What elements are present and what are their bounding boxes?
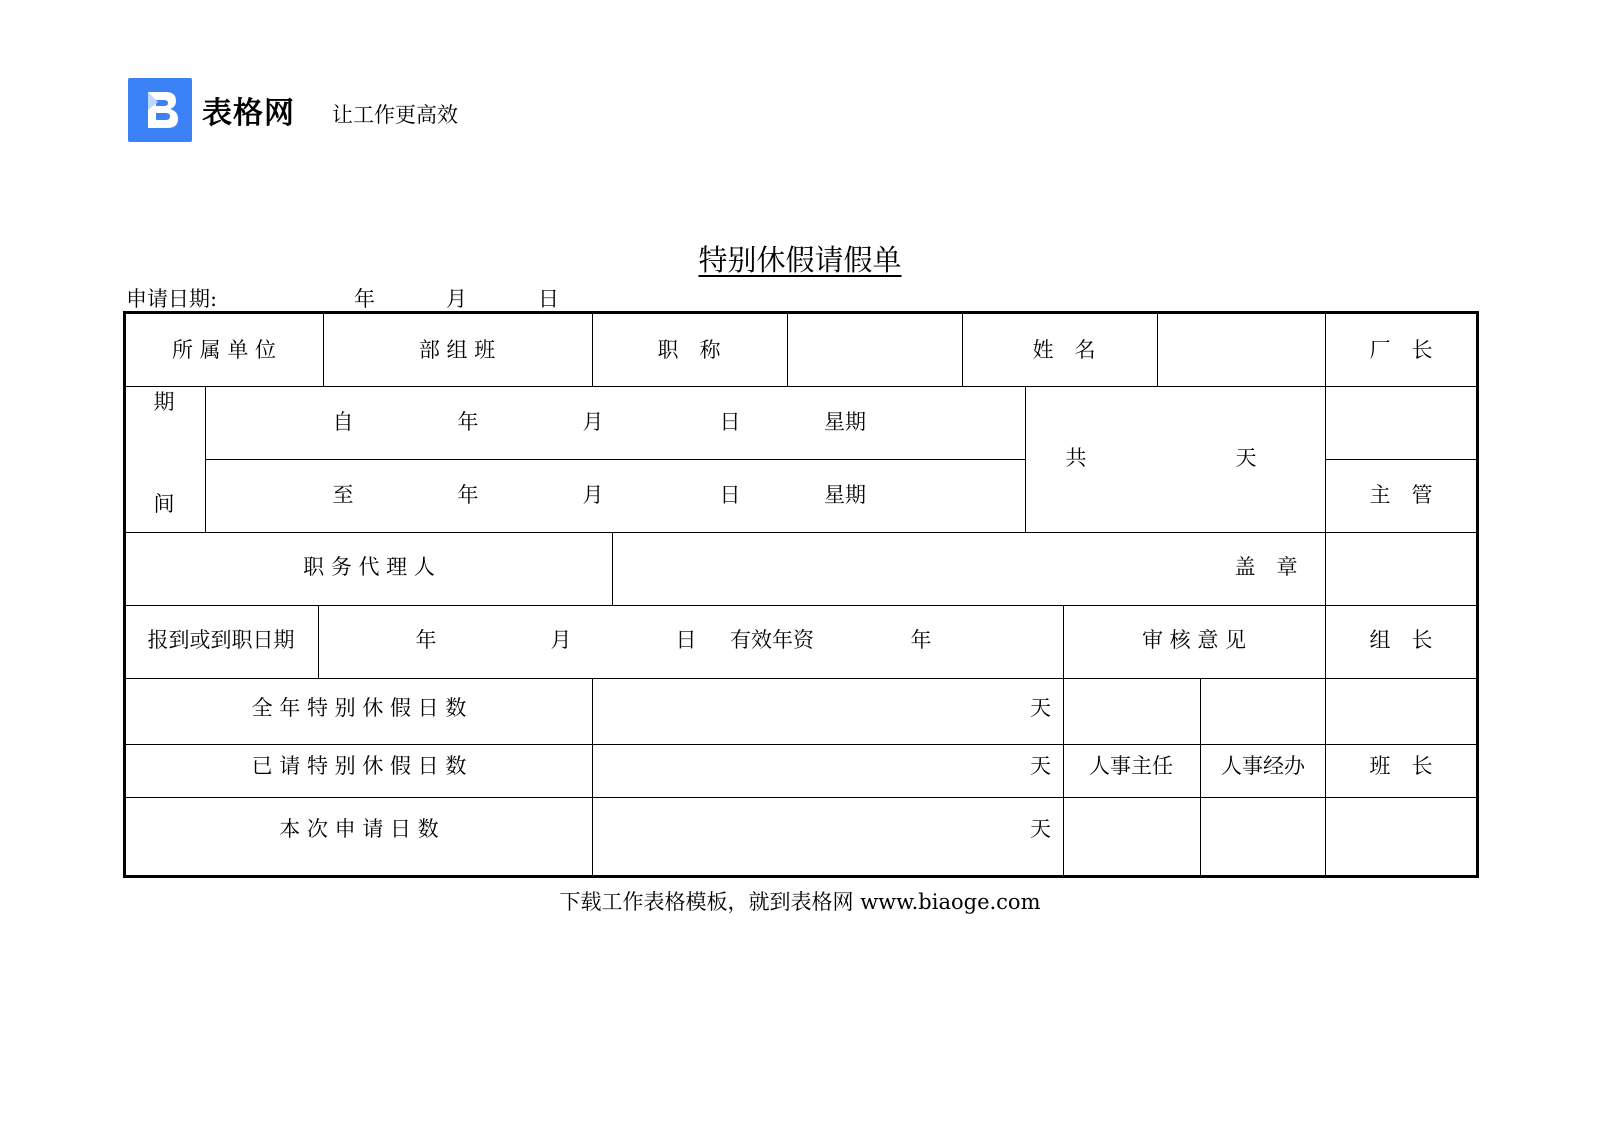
label-dept: 部 组 班 xyxy=(418,338,496,362)
leave-form-table xyxy=(123,311,1479,878)
application-date-month: 月 xyxy=(446,287,467,311)
period-from-day: 日 xyxy=(719,410,741,434)
period-from-prefix: 自 xyxy=(332,410,354,434)
label-seniority: 有效年资 xyxy=(730,628,814,652)
row-line-2 xyxy=(126,532,1476,533)
period-to-day: 日 xyxy=(719,483,741,507)
label-used-days: 已 请 特 别 休 假 日 数 xyxy=(251,754,467,778)
row-line-5 xyxy=(126,744,1476,745)
period-total-suffix: 天 xyxy=(1235,446,1257,470)
footer-text: 下载工作表格模板，就到表格网 www.biaoge.com xyxy=(559,890,1041,914)
label-job-title: 职 称 xyxy=(657,338,721,362)
label-director: 厂 长 xyxy=(1369,338,1433,362)
label-hr-director: 人事主任 xyxy=(1089,754,1173,778)
label-annual-days: 全 年 特 别 休 假 日 数 xyxy=(251,696,467,720)
label-shift-leader: 班 长 xyxy=(1369,754,1433,778)
row-line-period-mid xyxy=(205,459,1025,460)
label-review: 审 核 意 见 xyxy=(1141,628,1247,652)
biaoge-logo-icon xyxy=(128,78,192,142)
label-period-top: 期 xyxy=(153,390,175,414)
label-unit: 所 属 单 位 xyxy=(171,338,277,362)
col-line xyxy=(205,386,206,532)
label-hr-handler: 人事经办 xyxy=(1221,754,1305,778)
document-title: 特别休假请假单 xyxy=(698,243,902,277)
label-period-bottom: 间 xyxy=(153,492,175,516)
brand-name: 表格网 xyxy=(202,96,295,131)
period-to-prefix: 至 xyxy=(332,483,354,507)
col-line xyxy=(592,314,593,386)
col-line xyxy=(1157,314,1158,386)
label-seal: 盖 章 xyxy=(1234,555,1298,579)
current-days-unit: 天 xyxy=(1030,817,1051,841)
brand-slogan: 让工作更高效 xyxy=(332,103,458,127)
label-current-days: 本 次 申 请 日 数 xyxy=(279,817,439,841)
row-line-3 xyxy=(126,605,1476,606)
used-days-unit: 天 xyxy=(1030,754,1051,778)
report-day: 日 xyxy=(675,628,697,652)
row-line-6 xyxy=(126,797,1476,798)
application-date-label: 申请日期: xyxy=(126,287,218,311)
period-to-weekday: 星期 xyxy=(824,483,866,507)
period-total-prefix: 共 xyxy=(1065,446,1087,470)
seniority-unit: 年 xyxy=(910,628,932,652)
report-month: 月 xyxy=(550,628,572,652)
col-line xyxy=(962,314,963,386)
col-line-right xyxy=(1325,314,1326,875)
period-from-month: 月 xyxy=(582,410,604,434)
label-agent: 职 务 代 理 人 xyxy=(303,555,435,579)
col-line xyxy=(612,532,613,605)
period-from-weekday: 星期 xyxy=(824,410,866,434)
period-from-year: 年 xyxy=(457,410,479,434)
annual-days-unit: 天 xyxy=(1030,696,1051,720)
application-date-year: 年 xyxy=(354,287,375,311)
period-to-year: 年 xyxy=(457,483,479,507)
col-line xyxy=(1025,386,1026,532)
row-line-1 xyxy=(126,386,1476,387)
period-to-month: 月 xyxy=(582,483,604,507)
label-report-date: 报到或到职日期 xyxy=(147,628,295,652)
row-line-right-mid xyxy=(1325,459,1476,460)
col-line xyxy=(592,678,593,875)
label-name: 姓 名 xyxy=(1032,338,1096,362)
col-line xyxy=(318,605,319,678)
label-supervisor: 主 管 xyxy=(1369,483,1433,507)
col-line xyxy=(787,314,788,386)
application-date-day: 日 xyxy=(538,287,559,311)
col-line xyxy=(323,314,324,386)
row-line-4 xyxy=(126,678,1476,679)
col-line xyxy=(1200,678,1201,875)
report-year: 年 xyxy=(415,628,437,652)
col-line xyxy=(1063,605,1064,875)
label-team-leader: 组 长 xyxy=(1369,628,1433,652)
